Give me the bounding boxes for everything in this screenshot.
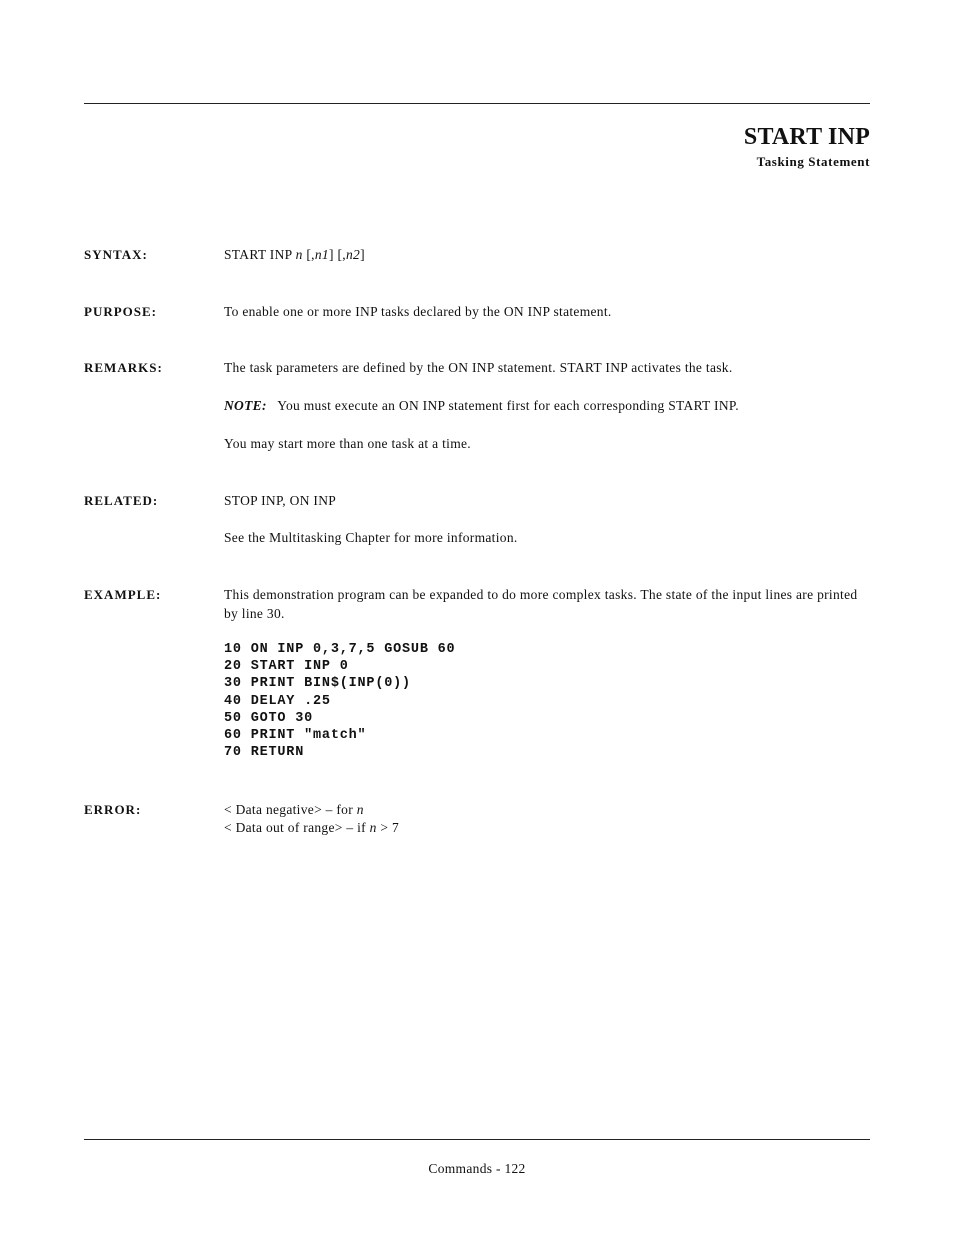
remarks-line-3: You may start more than one task at a time.	[224, 436, 471, 451]
page-title: START INP	[743, 124, 870, 150]
error-line-2	[224, 820, 399, 836]
syntax-opt2-close: ]	[360, 247, 365, 262]
syntax-arg-n1: n1	[314, 247, 329, 262]
related-label: RELATED:	[84, 493, 159, 508]
code-line: 50 GOTO 30	[224, 710, 314, 726]
page-subtitle: Tasking Statement	[756, 154, 870, 169]
example-label: EXAMPLE:	[84, 587, 162, 602]
remarks-line-1: The task parameters are defined by the ON INP statement. START INP activates the task.	[224, 360, 733, 375]
header-rule	[84, 103, 870, 104]
syntax-text	[224, 247, 365, 263]
error-1-var: n	[356, 802, 364, 817]
note-text: You must execute an ON INP statement first for each corresponding START INP.	[277, 398, 739, 413]
code-line: 30 PRINT BIN$(INP(0))	[224, 676, 411, 692]
error-2-text: < Data out of range> – if	[224, 820, 366, 835]
error-2-tail: > 7	[380, 820, 400, 835]
page-number: Commands - 122	[428, 1161, 526, 1176]
error-line-1	[224, 802, 364, 818]
footer-rule	[84, 1139, 870, 1140]
syntax-command: START INP	[224, 247, 292, 262]
code-line: 20 START INP 0	[224, 659, 349, 675]
syntax-opt2-open: [,	[337, 247, 346, 262]
related-line-2: See the Multitasking Chapter for more information.	[224, 530, 518, 545]
error-2-var: n	[369, 820, 377, 835]
syntax-opt1-open: [,	[306, 247, 315, 262]
code-listing	[224, 641, 455, 761]
code-line: 70 RETURN	[224, 745, 305, 761]
purpose-label: PURPOSE:	[84, 304, 157, 319]
remarks-label: REMARKS:	[84, 360, 163, 375]
error-1-text: < Data negative> – for	[224, 802, 354, 817]
error-label: ERROR:	[84, 802, 142, 817]
remarks-note	[224, 398, 739, 414]
purpose-text: To enable one or more INP tasks declared by the ON INP statement.	[224, 304, 612, 319]
syntax-label: SYNTAX:	[84, 247, 148, 262]
example-text: This demonstration program can be expanded to do more complex tasks. The state of the input lines are printed by line 30.	[224, 587, 858, 621]
syntax-arg-n2: n2	[345, 247, 361, 262]
code-line: 40 DELAY .25	[224, 693, 331, 709]
related-line-1: STOP INP, ON INP	[224, 493, 337, 508]
syntax-opt1-close: ]	[328, 247, 334, 262]
title-block	[744, 122, 870, 170]
syntax-arg-n: n	[295, 247, 303, 262]
code-line: 10 ON INP 0,3,7,5 GOSUB 60	[224, 642, 456, 657]
code-line: 60 PRINT "match"	[224, 728, 367, 744]
note-label: NOTE:	[224, 398, 267, 413]
